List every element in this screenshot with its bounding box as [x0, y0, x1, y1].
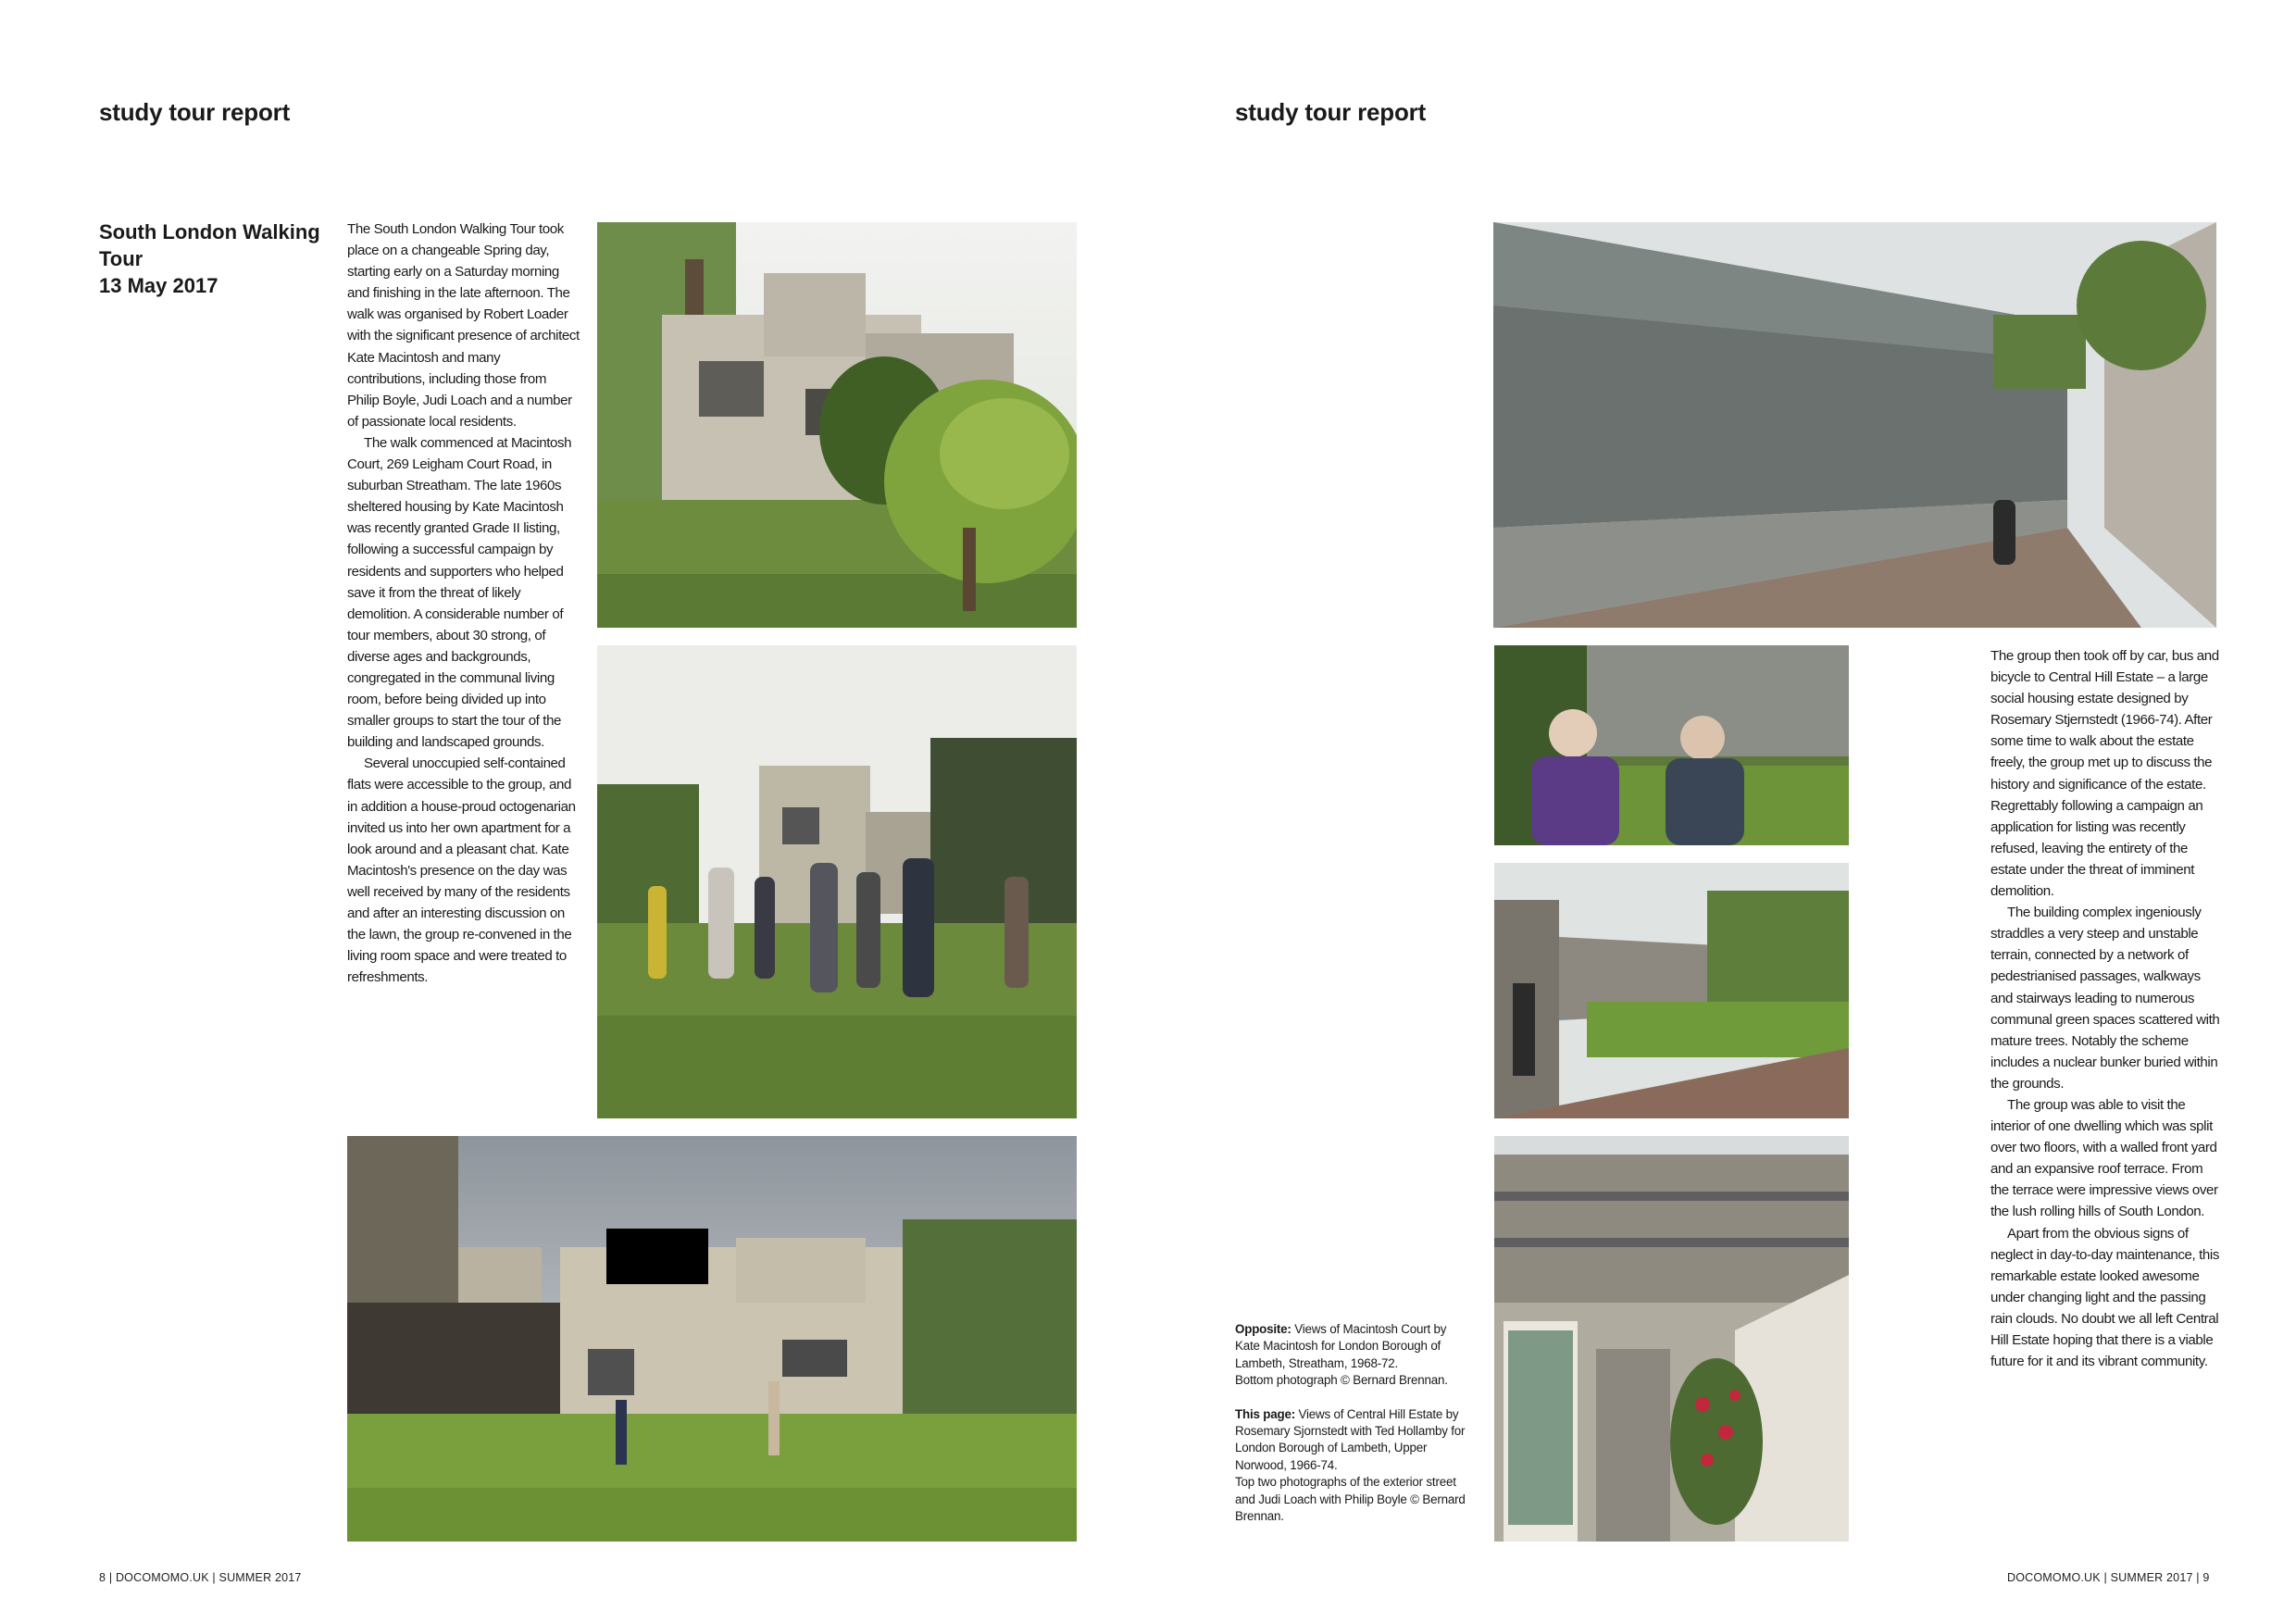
caption-text: Views of Central Hill Estate by Rosemary Sjornstedt with Ted Hollamby for London Borough of Lambeth, Upper Norwood, 1966-74.	[1235, 1406, 1466, 1472]
article-body	[347, 218, 580, 988]
photo-central-hill-terraces	[1494, 863, 1849, 1118]
body-paragraph: The building complex ingeniously straddles a very steep and unstable terrain, connected by a network of pedestrianised passages, walkways and stairways leading to numerous communal green spaces scattered with mature trees. Notably the scheme includes a nuclear bunker buried within the grounds.	[1990, 905, 2220, 1092]
running-head: study tour report	[99, 98, 291, 126]
photo-macintosh-court-lawn	[347, 1136, 1077, 1542]
folio: DOCOMOMO.UK | SUMMER 2017 | 9	[2007, 1571, 2210, 1584]
caption-text: Views of Macintosh Court by Kate Macintosh for London Borough of Lambeth, Streatham, 1968-72.	[1235, 1322, 1447, 1370]
body-paragraph: The walk commenced at Macintosh Court, 269 Leigham Court Road, in suburban Streatham. The late 1960s sheltered housing by Kate Macintosh was recently granted Grade II listing, following a successful campaign by residents and supporters who helped save it from the threat of likely demolition. A considerable number of tour members, about 30 strong, of diverse ages and backgrounds, congregated in the communal living room, before being divided up into smaller groups to start the tour of the building and landscaped grounds.	[347, 434, 572, 751]
title-date: 13 May 2017	[99, 274, 218, 297]
photo-illustration	[597, 645, 1077, 1118]
body-paragraph: The group then took off by car, bus and bicycle to Central Hill Estate – a large social housing estate designed by Rosemary Stjernstedt (1966-74). After some time to walk about the estate freely, the group met up to discuss the history and significance of the estate. Regrettably following a campaign an application for listing was recently refused, leaving the entirety of the estate under the threat of imminent demolition.	[1990, 648, 2219, 900]
body-paragraph: Apart from the obvious signs of neglect in day-to-day maintenance, this remarkable estate looked awesome under changing light and the passing rain clouds. No doubt we all left Central Hill Estate hoping that there is a viable future for it and its vibrant community.	[1990, 1225, 2220, 1370]
photo-illustration	[1494, 1136, 1849, 1542]
photo-central-hill-walkway	[1493, 222, 2216, 628]
photo-illustration	[597, 222, 1077, 628]
title-line: South London Walking	[99, 220, 320, 243]
title-line: Tour	[99, 247, 144, 270]
caption-spacer	[1235, 1390, 1472, 1406]
caption-opposite	[1235, 1321, 1472, 1372]
photo-captions	[1235, 1321, 1472, 1525]
caption-this-page	[1235, 1406, 1472, 1475]
folio: 8 | DOCOMOMO.UK | SUMMER 2017	[99, 1571, 302, 1584]
caption-label: This page:	[1235, 1406, 1295, 1421]
caption-credit: Top two photographs of the exterior street and Judi Loach with Philip Boyle © Bernard Brennan.	[1235, 1475, 1466, 1524]
running-head: study tour report	[1235, 98, 1427, 126]
photo-macintosh-court-exterior	[597, 222, 1077, 628]
article-body	[1990, 645, 2224, 1372]
photo-illustration	[1494, 863, 1849, 1118]
caption-credit: Bottom photograph © Bernard Brennan.	[1235, 1373, 1448, 1388]
photo-judi-loach-philip-boyle	[1494, 645, 1849, 845]
photo-group-on-lawn	[597, 645, 1077, 1118]
article-title	[99, 218, 340, 299]
body-paragraph: The group was able to visit the interior of one dwelling which was split over two floors, with a walled front yard and an expansive roof terrace. From the terrace were impressive views over the lush rolling hills of South London.	[1990, 1096, 2218, 1220]
body-paragraph: The South London Walking Tour took place on a changeable Spring day, starting early on a Saturday morning and finishing in the late afternoon. The walk was organised by Robert Loader with the significant presence of architect Kate Macintosh and many contributions, including those from Philip Boyle, Judi Loach and a number of passionate local residents.	[347, 221, 580, 430]
photo-central-hill-garden-gate	[1494, 1136, 1849, 1542]
photo-illustration	[1494, 645, 1849, 845]
photo-illustration	[1493, 222, 2216, 628]
body-paragraph: Several unoccupied self-contained flats were accessible to the group, and in addition a house-proud octogenarian invited us into her own apartment for a look around and a pleasant chat. Kate Macintosh's presence on the day was well received by many of the residents and after an interesting discussion on the lawn, the group re-convened in the living room space and were treated to refreshments.	[347, 755, 576, 986]
photo-illustration	[347, 1136, 1077, 1542]
caption-label: Opposite:	[1235, 1322, 1292, 1336]
